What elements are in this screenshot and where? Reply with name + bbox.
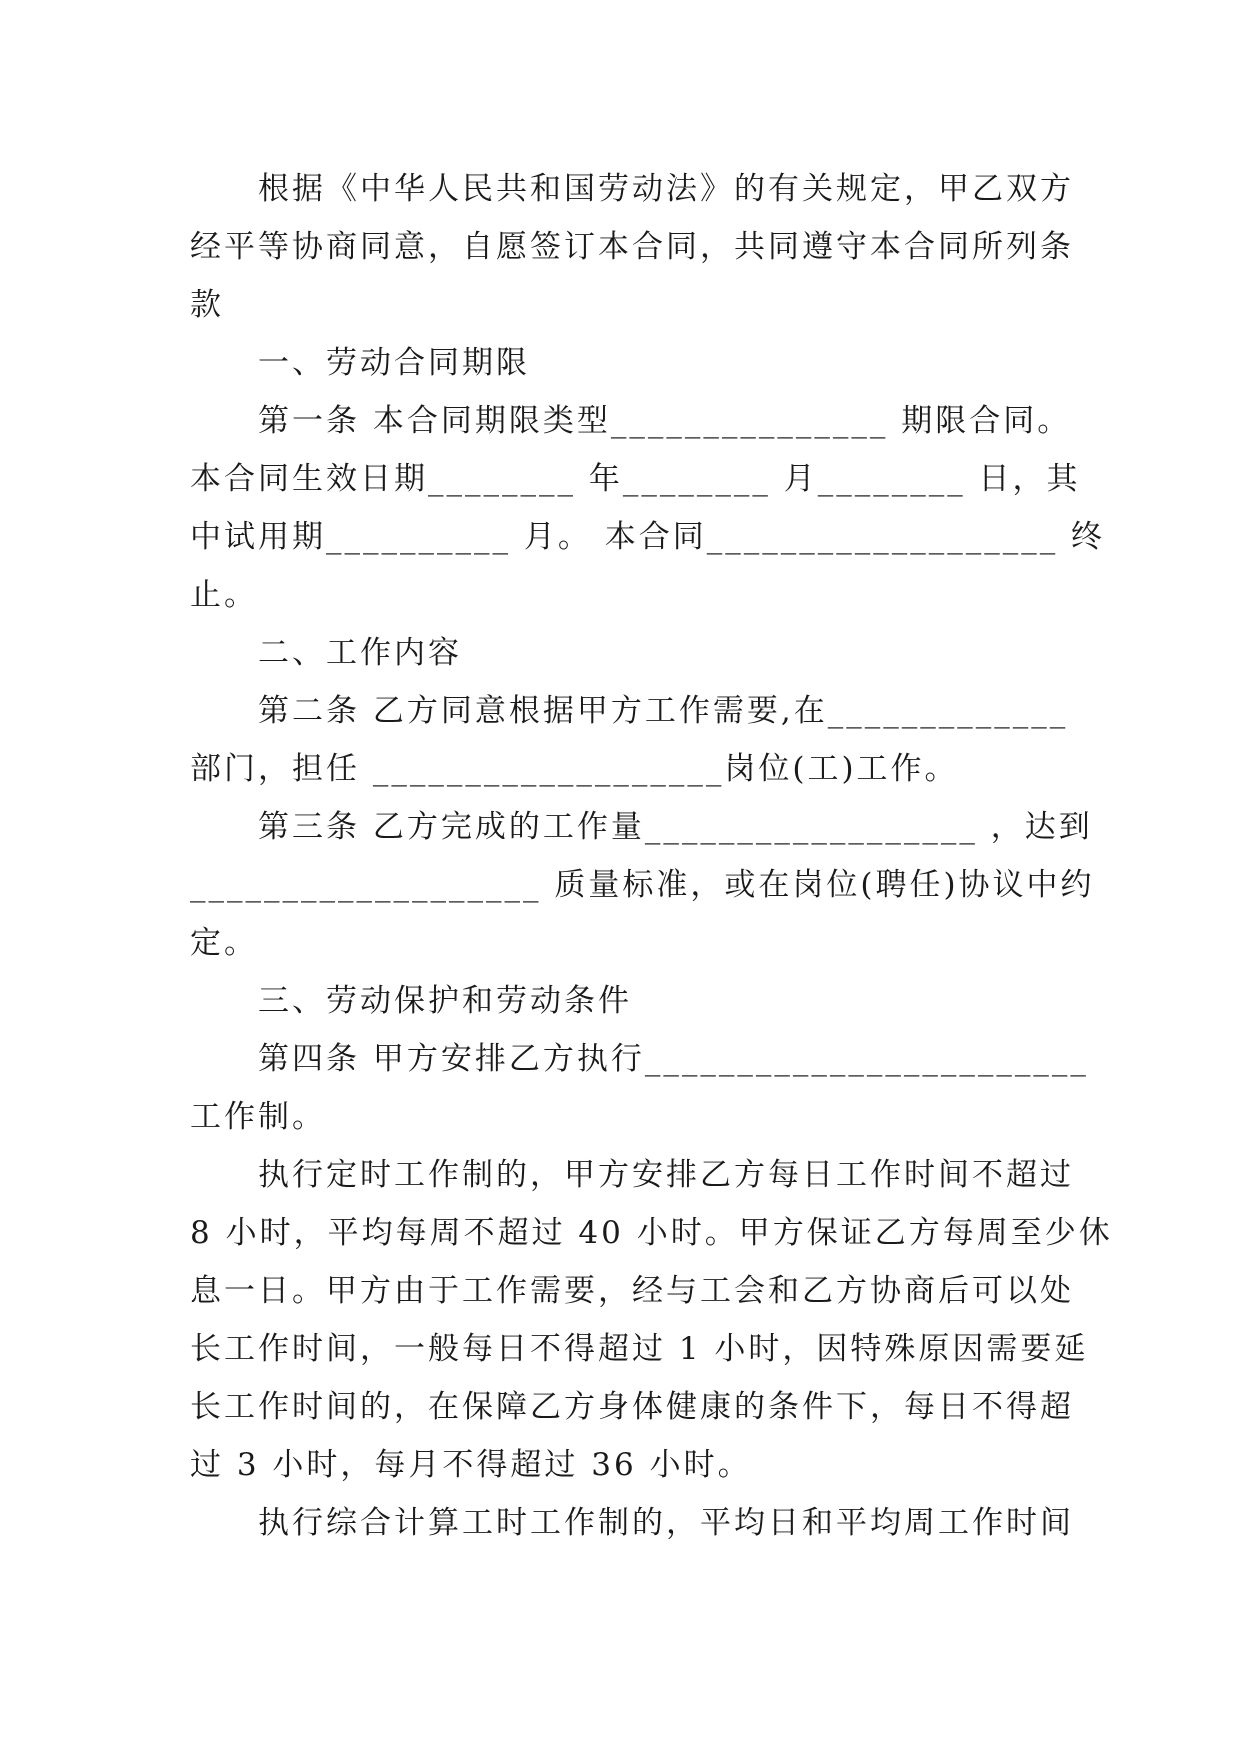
clause-line: 中试用期__________ 月。 本合同___________________ 终 [190, 519, 1106, 555]
paragraph-line: 执行定时工作制的，甲方安排乙方每日工作时间不超过 [258, 1157, 1074, 1193]
clause-line: 第四条 甲方安排乙方执行________________________ [258, 1041, 1089, 1077]
paragraph-line: 执行综合计算工时工作制的，平均日和平均周工作时间 [258, 1505, 1074, 1541]
paragraph-line: 过 3 小时，每月不得超过 36 小时。 [190, 1447, 752, 1483]
paragraph-line: 根据《中华人民共和国劳动法》的有关规定，甲乙双方 [258, 171, 1074, 207]
clause-line: 定。 [190, 925, 258, 961]
clause-line: 止。 [190, 577, 258, 613]
paragraph-line: 长工作时间的，在保障乙方身体健康的条件下，每日不得超 [190, 1389, 1074, 1425]
paragraph-line: 长工作时间，一般每日不得超过 1 小时，因特殊原因需要延 [190, 1331, 1089, 1367]
clause-line: ___________________ 质量标准，或在岗位(聘任)协议中约 [190, 867, 1095, 903]
document-page [190, 160, 1113, 1552]
section-heading: 一、劳动合同期限 [258, 345, 530, 381]
clause-line: 第一条 本合同期限类型_______________ 期限合同。 [258, 403, 1072, 439]
section-heading: 三、劳动保护和劳动条件 [258, 983, 632, 1019]
paragraph-line: 8 小时，平均每周不超过 40 小时。甲方保证乙方每周至少休 [190, 1215, 1113, 1251]
clause-line: 本合同生效日期________ 年________ 月________ 日，其 [190, 461, 1081, 497]
clause-line: 工作制。 [190, 1099, 326, 1135]
section-heading: 二、工作内容 [258, 635, 462, 671]
paragraph-line: 经平等协商同意，自愿签订本合同，共同遵守本合同所列条 [190, 229, 1074, 265]
clause-line: 第二条 乙方同意根据甲方工作需要,在_____________ [258, 693, 1069, 729]
paragraph-line: 款 [190, 287, 224, 323]
clause-line: 第三条 乙方完成的工作量__________________ ，达到 [258, 809, 1093, 845]
paragraph-line: 息一日。甲方由于工作需要，经与工会和乙方协商后可以处 [190, 1273, 1074, 1309]
clause-line: 部门，担任 ___________________岗位(工)工作。 [190, 751, 959, 787]
